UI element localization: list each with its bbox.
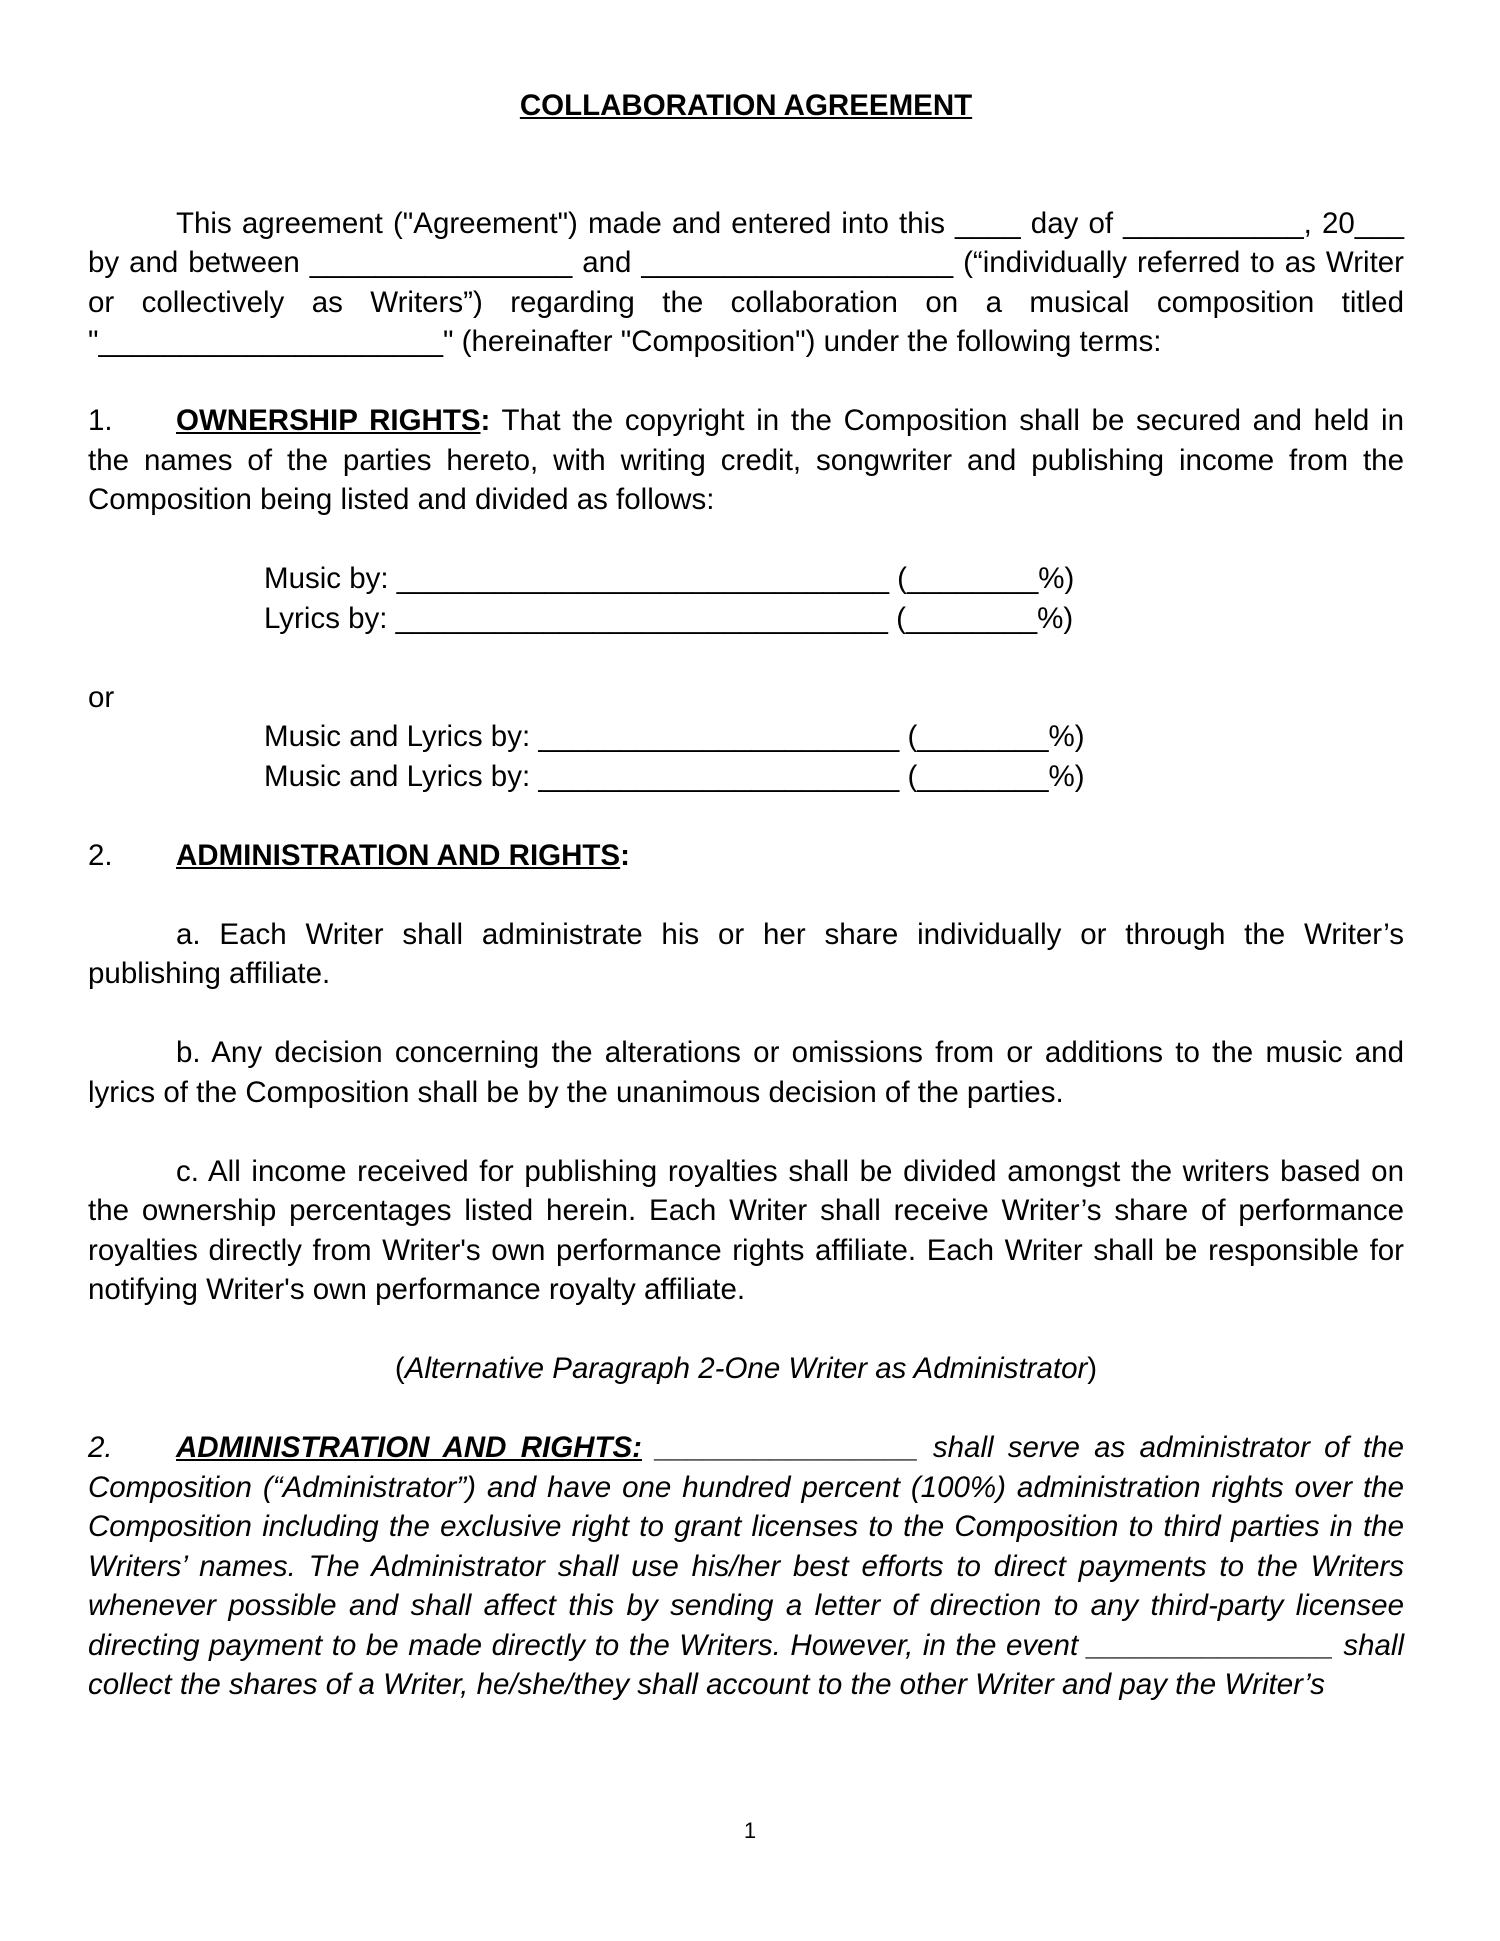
allocation-block-a [264,559,1404,638]
section-2-heading-line [88,836,1404,876]
section-2-number: 2. [88,838,113,872]
allocation-music-lyrics-line-2: Music and Lyrics by: ______________________ (________%) [264,759,1085,793]
section-2a-paragraph: a. Each Writer shall administrate his or her share individually or through the Writer’s publishing affiliate. [88,917,1404,990]
section-1-heading: OWNERSHIP RIGHTS [176,404,481,437]
section-2b-paragraph: b. Any decision concerning the alterations or omissions from or additions to the music and lyrics of the Composition shall be by the unanimous decision of the parties. [88,1036,1404,1109]
or-separator: or [88,680,115,714]
section-2-alt-paragraph [88,1428,1404,1705]
intro-paragraph: This agreement ("Agreement") made and entered into this ____ day of ___________, 20___ by and between ________________ and ___________________ (“individually referred to as Writer or collectively as Writers”) regarding the collaboration on a musical composition titled "_____________________" (hereinafter "Composition") under the following terms: [88,206,1404,358]
allocation-music-lyrics-line-1: Music and Lyrics by: ______________________ (________%) [264,720,1085,753]
section-1-text: That the copyright in the Composition shall be secured and held in the names of the parties hereto, with writing credit, songwriter and publishing income from the Composition being listed and divided as follows: [88,404,1404,516]
section-2-alt-number: 2. [88,1431,113,1464]
section-1-heading-colon: : [480,404,491,437]
alternative-label-text: Alternative Paragraph 2-One Writer as Administrator [404,1352,1088,1385]
section-2-heading: ADMINISTRATION AND RIGHTS [176,838,621,872]
page-number: 1 [743,1818,757,1843]
allocation-music-line: Music by: ______________________________ (________%) [264,562,1075,595]
document-body [88,86,1404,1705]
alternative-close-paren: ) [1087,1352,1098,1385]
alternative-paragraph-label [88,1349,1404,1389]
section-2c-paragraph: c. All income received for publishing royalties shall be divided amongst the writers based on the ownership percentages listed herein. Each Writer shall receive Writer’s share of performance royalties directly from Writer's own performance rights affiliate. Each Writer shall be responsible for notifying Writer's own performance royalty affiliate. [88,1154,1404,1306]
section-2-heading-colon: : [620,838,630,872]
allocation-block-b [264,717,1404,796]
section-1-paragraph [88,401,1404,520]
alternative-open-paren: ( [394,1352,405,1385]
section-2-alt-heading: ADMINISTRATION AND RIGHTS: [176,1431,642,1464]
document-title: COLLABORATION AGREEMENT [519,89,973,122]
section-1-number: 1. [88,404,113,437]
section-2-alt-text: ________________ shall serve as administrator of the Composition (“Administrator”) and have one hundred percent (100%) administration rights over the Composition including the exclusive right to grant licenses to the Composition to third parties in the Writers’ names. The Administrator shall use his/her best efforts to direct payments to the Writers whenever possible and shall affect this by sending a letter of direction to any third-party licensee directing payment to be made directly to the Writers. However, in the event _______________ shall collect the shares of a Writer, he/she/they shall account to the other Writer and pay the Writer’s [88,1431,1404,1701]
allocation-lyrics-line: Lyrics by: ______________________________ (________%) [264,601,1074,635]
